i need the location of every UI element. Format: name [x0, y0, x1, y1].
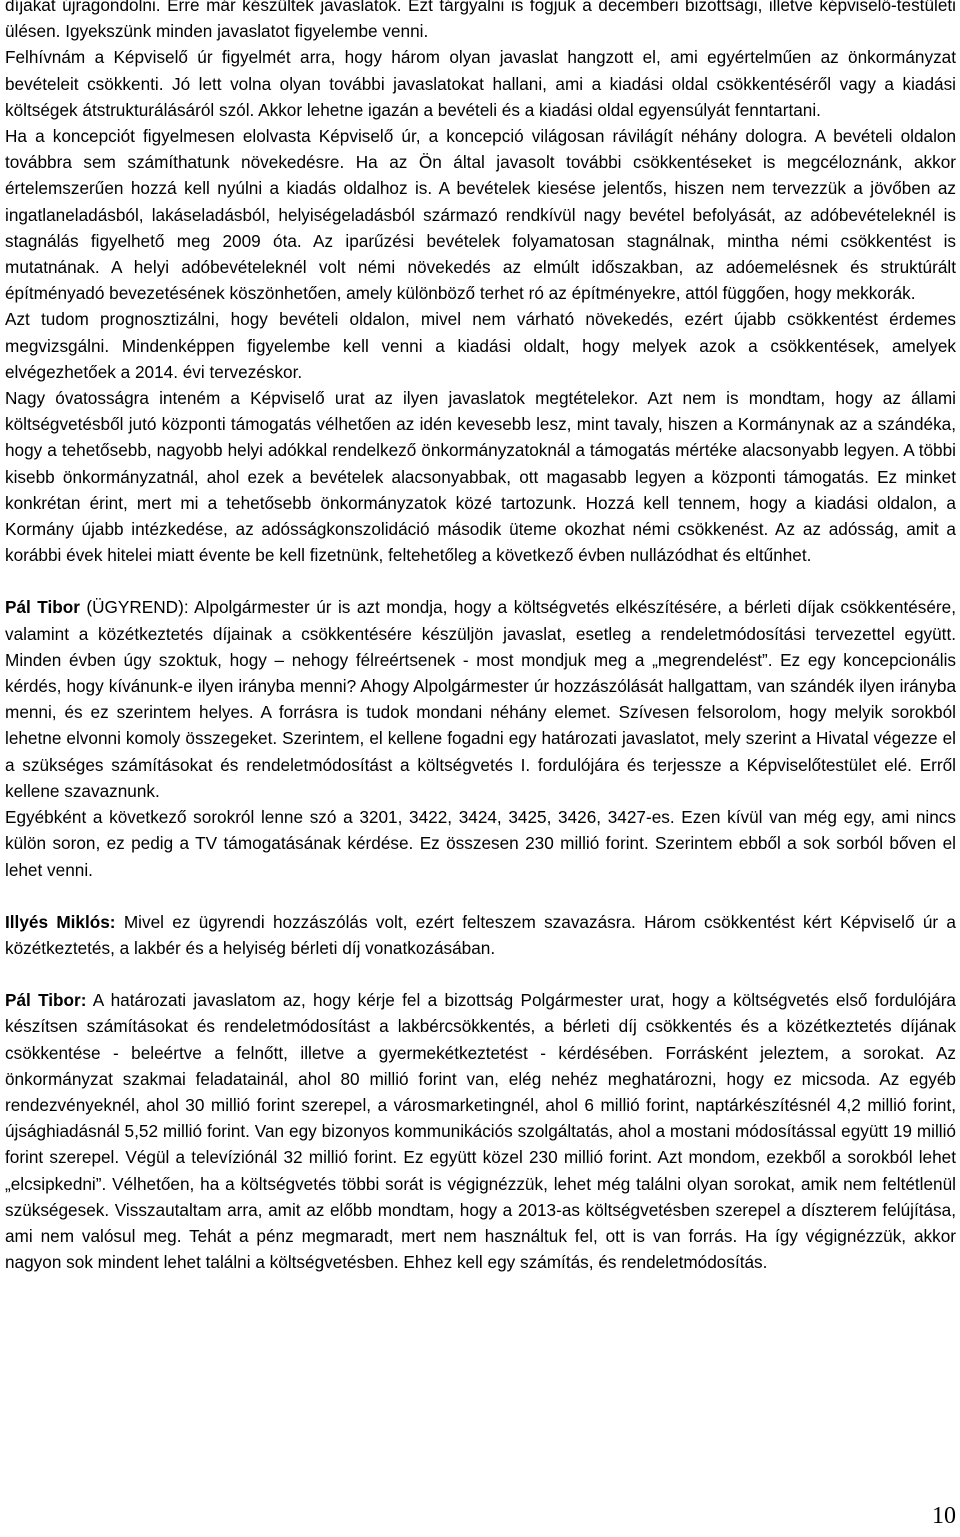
- speaker-name: Pál Tibor:: [5, 990, 87, 1011]
- paragraph-gap: [5, 568, 956, 594]
- paragraph-6: [5, 594, 956, 804]
- paragraph-7-text: Egyébként a következő sorokról lenne szó a 3201, 3422, 3424, 3425, 3426, 3427-es. Ezen kívül van még egy, ami nincs külön soron, ez pedig a TV támogatásának kérdése. Ez összesen 230 millió forint. Szerintem ebből a sok sorból bőven el lehet venni.: [5, 807, 956, 880]
- paragraph-4: [5, 306, 956, 385]
- paragraph-3-text: Ha a koncepciót figyelmesen elolvasta Képviselő úr, a koncepció világosan rávilágít néhány dologra. A bevételi oldalon továbbra sem számíthatunk növekedésre. Ha az Ön által javasolt további csökkentéseket is megcéloznánk, akkor értelemszerűen hozzá kell nyúlni a kiadás oldalhoz is. A bevételek kiesése jelentős, hiszen nem tervezzük a jövőben az ingatlaneladásból, lakáseladásból, helyiségeladásból származó rendkívül nagy bevétel befolyását, az adóbevételeknél is stagnálás figyelhető meg 2009 óta. Az iparűzési bevételek folyamatosan stagnálnak, mintha némi csökkentést is mutatnának. A helyi adóbevételeknél volt némi növekedés az elmúlt időszakban, az adóemelésnek és struktúrált építményadó bevezetésének köszönhetően, amely különböző terhet ró az építményekre, attól függően, hogy mekkorák.: [5, 126, 956, 304]
- paragraph-3: [5, 123, 956, 306]
- paragraph-gap: [5, 883, 956, 909]
- speaker-name: Pál Tibor: [5, 597, 80, 618]
- paragraph-2-text: Felhívnám a Képviselő úr figyelmét arra, hogy három olyan javaslat hangzott el, ami egyértelműen az önkormányzat bevételeit csökkenti. Jó lett volna olyan további javaslatokat hallani, ami a kiadási oldal csökkentéséről vagy a kiadási költségek átstrukturálásáról szól. Akkor lehetne igazán a bevételi és a kiadási oldal egyensúlyát fenntartani.: [5, 47, 956, 120]
- paragraph-8: [5, 909, 956, 961]
- paragraph-9-text: A határozati javaslatom az, hogy kérje fel a bizottság Polgármester urat, hogy a költségvetés első fordulójára készítsen számításokat és rendeletmódosítást a lakbércsökkentés, a bérleti díj csökkentés és a közétkeztetés díjának csökkentése - beleértve a felnőtt, illetve a gyermekétkeztetést - kérdésében. Forrásként jeleztem, a sorokat. Az önkormányzat szakmai feladatainál, ahol 80 millió forint van, elég nehéz meghatározni, hogy ez micsoda. Az egyéb rendezvényeknél, ahol 30 millió forint szerepel, a városmarketingnél, ahol 6 millió forint, naptárkészítésnél 4,2 millió forint, újsághiadásnál 5,52 millió forint. Van egy bizonyos kommunikációs szolgáltatás, ahol a mostani módosítással együtt 19 millió forint szerepel. Végül a televíziónál 32 millió forint. Ez együtt közel 230 millió forint. Azt mondom, ezekből a sorokból lehet „elcsipkedni”. Vélhetően, ha a költségvetés többi sorát is végignézzük, lehet még találni olyan sorokat, amik nem feltétlenül szükségesek. Visszautaltam arra, amit az előbb mondtam, hogy a 2013-as költségvetésben szerepel a díszterem felújítása, ami nem valósul meg. Tehát a pénz megmaradt, mert nem használtuk fel, ott is van forrás. Ha így végignézzük, akkor nagyon sok mindent lehet találni a költségvetésben. Ehhez kell egy számítás, és rendeletmódosítás.: [5, 990, 956, 1273]
- paragraph-7: [5, 804, 956, 883]
- paragraph-6-text: (ÜGYREND): Alpolgármester úr is azt mondja, hogy a költségvetés elkészítésére, a bérleti díjak csökkentésére, valamint a közétkeztetés díjainak a csökkentésére készüljön javaslat, esetleg a rendeletmódosítási tervezettel együtt. Minden évben úgy szoktuk, hogy – nehogy félreértsenek - most mondjuk meg a „megrendelést”. Ez egy koncepcionális kérdés, hogy kívánunk-e ilyen irányba menni? Ahogy Alpolgármester úr hozzászólását hallgattam, van szándék ilyen irányba menni, és ez szerintem helyes. A forrásra is tudok mondani néhány elemet. Szívesen felsorolom, hogy melyik sorokból lehetne elvonni komoly összegeket. Szerintem, el kellene fogadni egy határozati javaslatot, mely szerint a Hivatal végezze el a szükséges számításokat és rendeletmódosítást a költségvetés I. fordulójára és terjessze a Képviselőtestület elé. Erről kellene szavaznunk.: [5, 597, 956, 801]
- paragraph-8-text: Mivel ez ügyrendi hozzászólás volt, ezért felteszem szavazásra. Három csökkentést kért Képviselő úr a közétkeztetés, a lakbér és a helyiség bérleti díj vonatkozásában.: [5, 911, 956, 958]
- speaker-name: Illyés Miklós:: [5, 911, 116, 932]
- paragraph-gap: [5, 961, 956, 987]
- paragraph-4-text: Azt tudom prognosztizálni, hogy bevételi oldalon, mivel nem várható növekedés, ezért újabb csökkentést érdemes megvizsgálni. Mindenképpen figyelembe kell venni a kiadási oldalt, hogy melyek azok a csökkentések, amelyek elvégezhetőek a 2014. évi tervezéskor.: [5, 309, 956, 382]
- paragraph-5-text: Nagy óvatosságra inteném a Képviselő urat az ilyen javaslatok megtételekor. Azt nem is mondtam, hogy az állami költségvetésből jutó központi támogatás vélhetően az idén kevesebb lesz, mint tavaly, hiszen a Kormánynak az a szándéka, hogy a tehetősebb, nagyobb helyi adókkal rendelkező önkormányzatoknál a támogatás mértéke alacsonyabb legyen. A többi kisebb önkormányzatnál, ahol ezek a bevételek alacsonyabbak, ott magasabb legyen a központi támogatás. Ez minket konkrétan érint, mert mi a tehetősebb önkormányzatok közé tartozunk. Hozzá kell tennem, hogy a kiadási oldalon, a Kormány újabb intézkedése, az adósságkonszolidáció második üteme okozhat némi csökkenést. Az az adósság, amit a korábbi évek hitelei miatt évente be kell fizetnünk, feltehetőleg a következő évben nullázódhat és eltűnhet.: [5, 388, 956, 566]
- paragraph-1: [5, 0, 956, 44]
- page-number: 10: [932, 1503, 956, 1529]
- paragraph-5: [5, 385, 956, 568]
- paragraph-1-text: díjakat újragondolni. Erre már készültek javaslatok. Ezt tárgyalni is fogjuk a decemberi bizottsági, illetve képviselő-testületi ülésen. Igyekszünk minden javaslatot figyelembe venni.: [5, 0, 956, 42]
- paragraph-2: [5, 44, 956, 123]
- paragraph-9: [5, 987, 956, 1275]
- document-page: [5, 0, 956, 1275]
